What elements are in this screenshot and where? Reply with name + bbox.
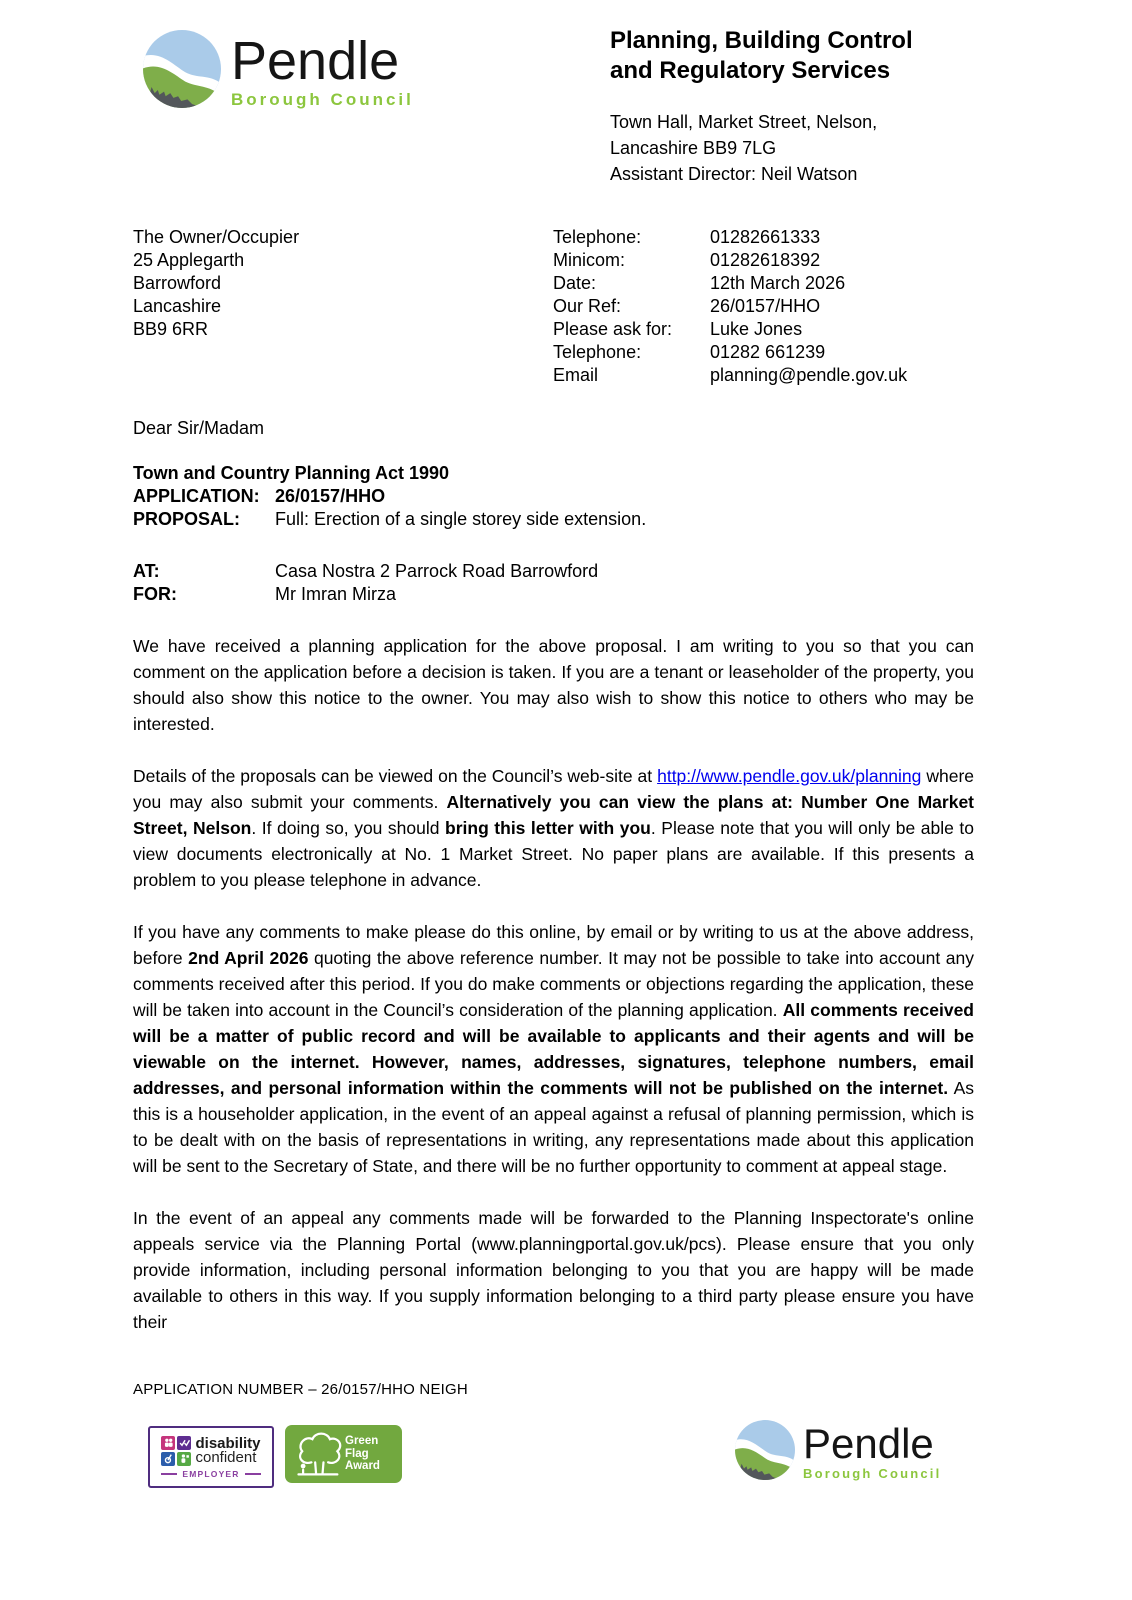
- contact-value: 01282661333: [710, 227, 821, 247]
- application-row: [133, 485, 974, 508]
- for-row: [133, 583, 974, 606]
- recipient-line: Barrowford: [133, 273, 222, 293]
- proposal-row: [133, 508, 974, 531]
- disability-confident-squares: [161, 1436, 191, 1466]
- contact-label: Please ask for:: [553, 319, 673, 339]
- paragraph-3: [133, 919, 974, 1179]
- paragraph-2: [133, 763, 974, 893]
- employer-row: [161, 1469, 260, 1479]
- green-flag-award-badge: [285, 1425, 402, 1483]
- contact-details: [553, 226, 907, 387]
- for-label: FOR:: [133, 584, 177, 604]
- lock-icon: [161, 1452, 175, 1466]
- department-address-line2: Lancashire BB9 7LG: [610, 138, 777, 158]
- contact-value: 26/0157/HHO: [710, 296, 821, 316]
- proposal-value: Full: Erection of a single storey side extension.: [275, 509, 647, 529]
- pendle-logo-words: [231, 30, 414, 110]
- text-run: We have received a planning application for the above proposal. I am writing to you so that you can comment on the application before a decision is taken. If you are a tenant or leaseholder of the property, you should also show this notice to the owner. You may also wish to show this notice to others who may be interested.: [133, 636, 974, 734]
- disability-confident-top: [161, 1436, 260, 1466]
- employer-word: EMPLOYER: [182, 1468, 240, 1479]
- contact-label: Minicom:: [553, 250, 626, 270]
- contact-row-ask-for: [553, 318, 907, 341]
- green-flag-line3: Award: [345, 1460, 380, 1473]
- text-run: . If doing so, you should: [251, 818, 446, 838]
- disability-confident-words: [195, 1434, 261, 1466]
- text-run: Details of the proposals can be viewed on the Council’s web-site at: [133, 766, 658, 786]
- paragraph-4: [133, 1205, 974, 1335]
- contact-value: 12th March 2026: [710, 273, 846, 293]
- logo-name: Pendle: [803, 1420, 934, 1467]
- text-run: Alternatively you can view the plans at: Number One Market Street, Nelson: [133, 792, 975, 838]
- recipient-address: [133, 226, 299, 341]
- dash-left: [161, 1473, 177, 1475]
- logo-subtitle: Borough Council: [231, 90, 414, 109]
- contact-row-email: [553, 364, 907, 387]
- green-flag-line2: Flag: [345, 1447, 369, 1460]
- contact-row-our-ref: [553, 295, 907, 318]
- department-address-line1: Town Hall, Market Street, Nelson,: [610, 112, 878, 132]
- contact-label: Email: [553, 365, 599, 385]
- recipient-line: Lancashire: [133, 296, 222, 316]
- application-value: 26/0157/HHO: [275, 486, 386, 506]
- recipient-line: BB9 6RR: [133, 319, 209, 339]
- confident-word: confident: [195, 1448, 257, 1466]
- contact-label: Telephone:: [553, 342, 642, 362]
- recipient-line: The Owner/Occupier: [133, 227, 300, 247]
- department-address-line3: Assistant Director: Neil Watson: [610, 164, 858, 184]
- proposal-label: PROPOSAL:: [133, 509, 241, 529]
- act-title: Town and Country Planning Act 1990: [133, 463, 450, 483]
- text-run: As this is a householder application, in the event of an appeal against a refusal of planning permission, which is to be dealt with on the basis of representations in writing, any representations made about this application will be sent to the Secretary of State, and there will be no further opportunity to comment at appeal stage.: [133, 1078, 974, 1176]
- department-block: [610, 26, 1000, 187]
- contact-row-date: [553, 272, 907, 295]
- text-run: where you may also submit your comments.: [133, 766, 975, 812]
- application-number-footer: APPLICATION NUMBER – 26/0157/HHO NEIGH: [133, 1381, 468, 1398]
- recipient-line: 25 Applegarth: [133, 250, 245, 270]
- disability-confident-badge: [148, 1426, 274, 1488]
- subject-block: [133, 462, 974, 606]
- subject-spacer: [133, 531, 974, 560]
- department-address: [610, 109, 1000, 187]
- people-icon: [161, 1436, 175, 1450]
- application-label: APPLICATION:: [133, 486, 260, 506]
- contact-label: Our Ref:: [553, 296, 622, 316]
- contact-row-minicom: [553, 249, 907, 272]
- for-value: Mr Imran Mirza: [275, 584, 396, 604]
- at-row: [133, 560, 974, 583]
- tree-icon: [291, 1429, 343, 1479]
- contact-row-telephone: [553, 226, 907, 249]
- contact-value: 01282618392: [710, 250, 821, 270]
- letter-body: [133, 633, 974, 1361]
- inline-link[interactable]: http://www.pendle.gov.uk/planning: [657, 766, 922, 786]
- pendle-logo-header: [143, 30, 414, 110]
- text-run: bring this letter with you: [445, 818, 651, 838]
- department-title-line2: and Regulatory Services: [610, 57, 891, 84]
- green-flag-line1: Green: [345, 1435, 379, 1448]
- dash-right: [245, 1473, 261, 1475]
- pendle-logo-words: [803, 1420, 941, 1481]
- green-flag-words: [345, 1435, 380, 1473]
- double-check-icon: [177, 1436, 191, 1450]
- text-run: If you have any comments to make please do this online, by email or by writing to us at the above address, before: [133, 922, 974, 968]
- logo-subtitle: Borough Council: [803, 1466, 942, 1481]
- at-label: AT:: [133, 561, 160, 581]
- contact-value: 01282 661239: [710, 342, 826, 362]
- contact-value: Luke Jones: [710, 319, 803, 339]
- text-run: 2nd April 2026: [188, 948, 309, 968]
- text-run: quoting the above reference number. It may not be possible to take into account any comments received after this period. If you do make comments or objections regarding the application, these will be taken into account in the Council’s consideration of the planning application.: [133, 948, 974, 1020]
- contact-row-telephone-2: [553, 341, 907, 364]
- salutation: Dear Sir/Madam: [133, 418, 265, 438]
- at-value: Casa Nostra 2 Parrock Road Barrowford: [275, 561, 599, 581]
- text-run: All comments received will be a matter of public record and will be available to applicants and their agents and will be viewable on the internet. However, names, addresses, signatures, telephone numbers, email addresses, and personal information within the comments will not be published on the internet.: [133, 1000, 974, 1098]
- paragraph-1: [133, 633, 974, 737]
- contact-label: Telephone:: [553, 227, 642, 247]
- pendle-logo-icon: [735, 1420, 795, 1480]
- department-title-line1: Planning, Building Control: [610, 27, 913, 54]
- pendle-logo-icon: [143, 30, 221, 108]
- text-run: . Please note that you will only be able to view documents electronically at No. 1 Market Street. No paper plans are available. If this presents a problem to you please telephone in advance.: [133, 818, 974, 890]
- contact-label: Date:: [553, 273, 597, 293]
- logo-name: Pendle: [231, 31, 400, 91]
- disability-word: disability: [195, 1434, 261, 1452]
- text-run: In the event of an appeal any comments made will be forwarded to the Planning Inspectorate's online appeals service via the Planning Portal (www.planningportal.gov.uk/pcs). Please ensure that you only provide information, including personal information belonging to you that you are happy will be made available to others in this way. If you supply information belonging to a third party please ensure you have their: [133, 1208, 974, 1332]
- person-icon: [177, 1452, 191, 1466]
- department-title: [610, 26, 1000, 86]
- pendle-logo-footer: [735, 1420, 941, 1481]
- contact-value: planning@pendle.gov.uk: [710, 365, 908, 385]
